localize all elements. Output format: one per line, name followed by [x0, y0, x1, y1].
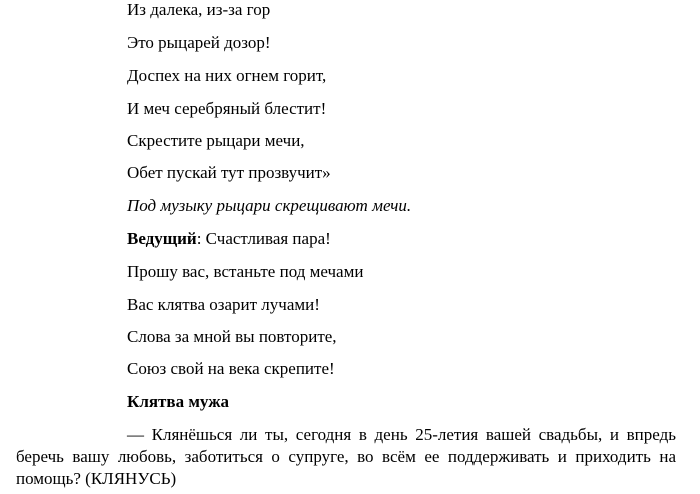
- oath-paragraph: — Клянёшься ли ты, сегодня в день 25-летия вашей свадьбы, и впредь беречь вашу любовь, заботиться о супруге, во всём ее поддерживать и приходить на помощь? (КЛЯНУСЬ): [16, 425, 676, 488]
- host-speech: : Счастливая пара!: [196, 229, 331, 248]
- poem-line-1: Из далека, из-за гор: [127, 0, 271, 19]
- poem-line-5: Скрестите рыцари мечи,: [127, 131, 305, 150]
- poem-line-4: И меч серебряный блестит!: [127, 99, 327, 118]
- host-verse-line-3: Слова за мной вы повторите,: [127, 327, 337, 346]
- host-speaker-name: Ведущий: [127, 229, 197, 248]
- host-verse-line-1: Прошу вас, встаньте под мечами: [127, 262, 364, 281]
- host-line: [127, 229, 331, 249]
- stage-direction: Под музыку рыцари скрещивают мечи.: [127, 196, 412, 215]
- host-verse-line-4: Союз свой на века скрепите!: [127, 359, 335, 378]
- host-verse-line-2: Вас клятва озарит лучами!: [127, 295, 320, 314]
- poem-line-2: Это рыцарей дозор!: [127, 33, 271, 52]
- section-heading: Клятва мужа: [127, 392, 230, 411]
- poem-line-3: Доспех на них огнем горит,: [127, 66, 327, 85]
- poem-line-6: Обет пускай тут прозвучит»: [127, 163, 331, 182]
